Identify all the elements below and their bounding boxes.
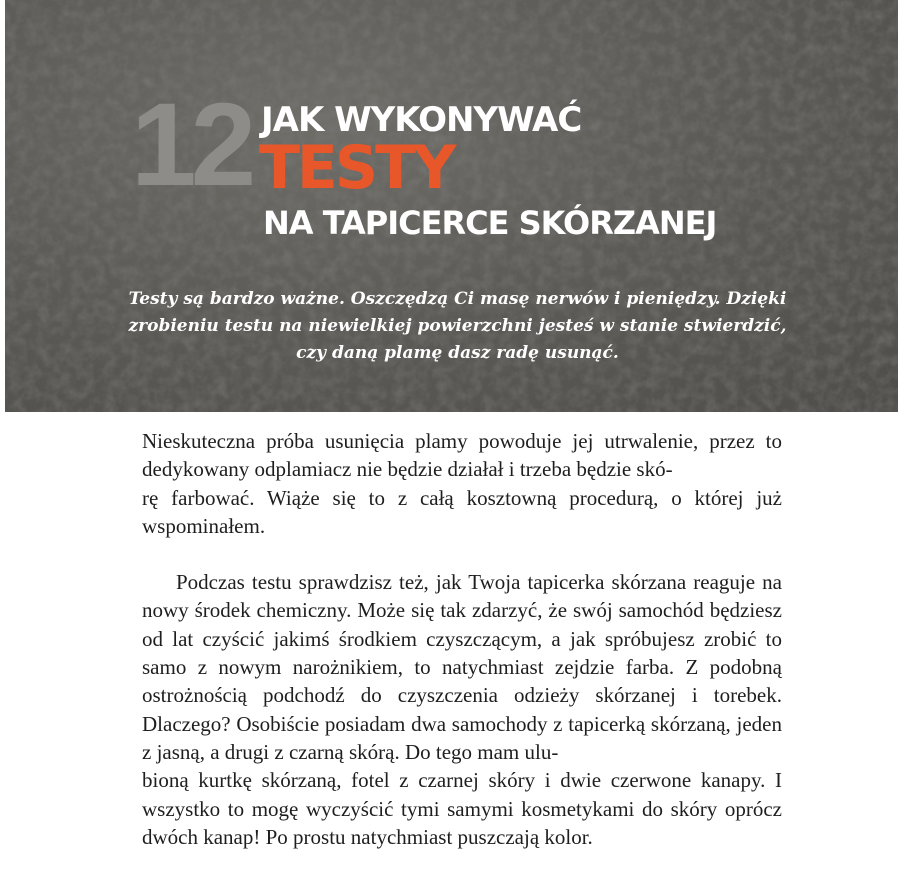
body-paragraph-2: Podczas testu sprawdzisz też, jak Twoja tapicerka skórzana reaguje na nowy środek chemiczny. Może się tak zdarzyć, że swój samochód będziesz od lat czyścić jakimś środkiem czyszczącym, a jak spróbujesz zrobić to samo z nowym narożnikiem, to natychmiast zejdzie farba. Z podobną ostrożnością podchodź do czyszczenia odzieży skórzanej i torebek. Dlaczego? Osobiście posiadam dwa samochody z tapicerką skórzaną, jeden z jasną, a drugi z czarną skórą. Do tego mam ulu- bioną kurtkę skórzaną, fotel z czarnej skóry i dwie czerwone kanapy. I wszystko to mogę wyczyścić tymi samymi kosmetykami do skóry oprócz dwóch kanap! Po prostu natychmiast puszczają kolor. <box>142 570 782 849</box>
chapter-number: 12 <box>131 79 251 211</box>
chapter-title-line-1: JAK WYKONYWAĆ <box>261 100 582 140</box>
chapter-title-line-3: NA TAPICERCE SKÓRZANEJ <box>263 204 717 242</box>
body-text <box>142 427 782 851</box>
chapter-lead-text: Testy są bardzo ważne. Oszczędzą Ci masę nerwów i pieniędzy. Dzięki zrobieniu testu na niewielkiej powierzchni jesteś w stanie stwierdzić, czy daną plamę dasz radę usunąć. <box>128 289 787 363</box>
body-paragraph-1: Nieskuteczna próba usunięcia plamy powoduje jej utrwalenie, przez to dedykowany odplamiacz nie będzie działał i trzeba będzie skó- rę farbować. Wiąże się to z całą kosztowną procedurą, o której już wspominałem. <box>142 429 782 538</box>
chapter-header-leather-background <box>5 0 898 412</box>
chapter-title-highlight: TESTY <box>259 133 454 203</box>
